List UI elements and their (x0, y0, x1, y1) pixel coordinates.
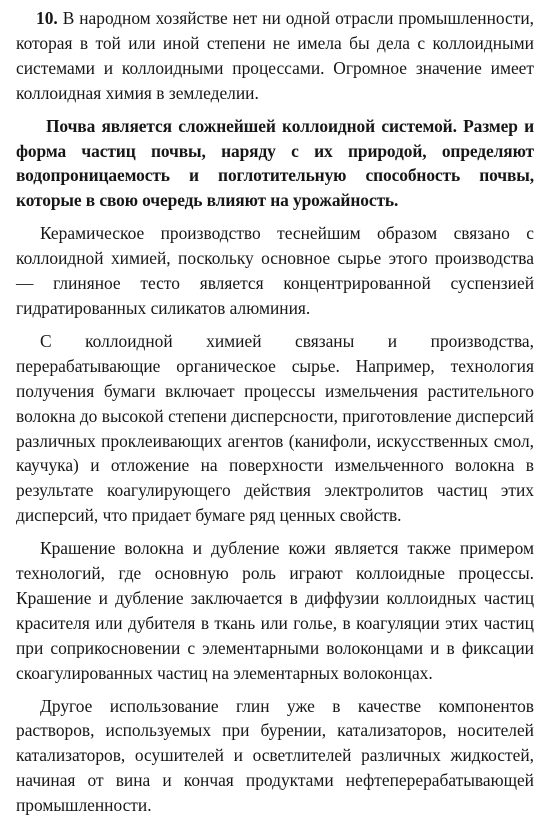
paragraph-5: Крашение волокна и дубление кожи является также примером технологий, где основную роль играют коллоидные процессы. Крашение и дубление заключается в диффузии коллоидных частиц красителя или дубителя в ткань или голье, в коагуляции этих частиц при соприкосновении с элементарными волоконцами и в фиксации скоагулированных частиц на элементарных волоконцах. (16, 538, 534, 683)
paragraph-4: С коллоидной химией связаны и производства, перерабатывающие органическое сырье. Например, технология получения бумаги включает процессы измельчения растительного волокна до высокой степени дисперсности, приготовление дисперсий различных проклеивающих агентов (канифоли, искусственных смол, каучука) и отложение на поверхности измельченного волокна в результате коагулирующего действия электролитов частиц этих дисперсий, что придает бумаге ряд ценных свойств. (16, 330, 534, 526)
paragraph-2: Почва является сложнейшей коллоидной системой. Размер и форма частиц почвы, наряду с их природой, определяют водопроницаемость и поглотительную способность почвы, которые в свою очередь влияют на урожайность. (16, 115, 534, 211)
paragraph-6: Другое использование глин уже в качестве компонентов растворов, используемых при бурении, катализаторов, носителей катализаторов, осушителей и осветлителей различных жидкостей, начиная от вина и кончая продуктами нефтеперерабатывающей промышленности. (16, 695, 534, 816)
paragraph-3: Керамическое производство теснейшим образом связано с коллоидной химией, поскольку основное сырье этого производства — глиняное тесто является концентрированной суспензией гидратированных силикатов алюминия. (16, 223, 534, 318)
paragraph-1 (16, 6, 534, 106)
document-body (16, 6, 534, 826)
section-number: 10. (36, 8, 58, 28)
paragraph-1-text: В народном хозяйстве нет ни одной отрасли промышленности, которая в той или иной степени не имела бы дела с коллоидными системами и коллоидными процессами. Огромное значение имеет коллоидная химия в земледелии. (16, 8, 534, 103)
